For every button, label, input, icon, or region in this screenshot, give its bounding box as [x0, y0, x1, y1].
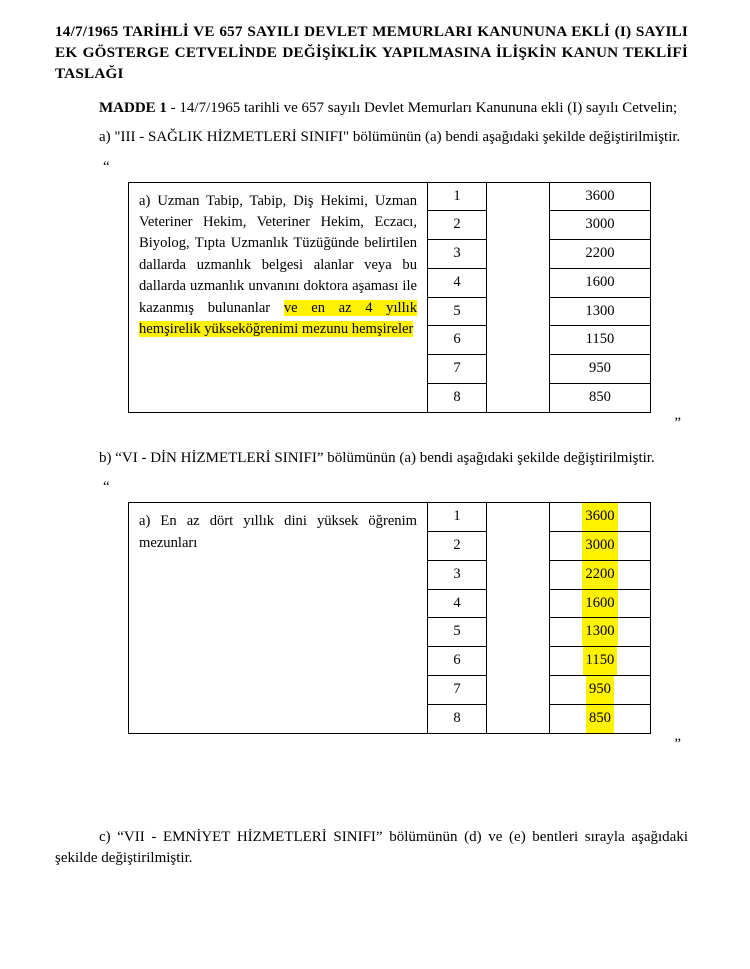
table-b-value-cell [550, 531, 651, 560]
table-a-value-cell [550, 182, 651, 211]
schedule-table-b [128, 502, 651, 733]
item-a-text: a) "III - SAĞLIK HİZMETLERİ SINIFI" bölümünün (a) bendi aşağıdaki şekilde değiştirilmiştir. [99, 129, 681, 146]
table-a-value-7: 950 [589, 360, 611, 377]
item-b-text: b) “VI - DİN HİZMETLERİ SINIFI” bölümünün (a) bendi aşağıdaki şekilde değiştirilmiştir. [99, 449, 655, 466]
table-b-value-cell [550, 560, 651, 589]
table-a-value-cell [550, 297, 651, 326]
table-a-value-cell [550, 268, 651, 297]
table-b-degree-cell [428, 675, 487, 704]
table-a-degree-cell [428, 326, 487, 355]
table-b-description-plain: a) En az dört yıllık dini yüksek öğrenim mezunları [139, 513, 417, 551]
table-b-value-row [550, 618, 650, 646]
table-b-value-2: 3000 [582, 532, 617, 560]
quote-close-b: ” [674, 735, 682, 752]
table-b-degree-cell [428, 560, 487, 589]
document-title: 14/7/1965 TARİHLİ VE 657 SAYILI DEVLET MEMURLARI KANUNUNA EKLİ (I) SAYILI EK GÖSTERGE CETVELİNDE DEĞİŞİKLİK YAPILMASINA İLİŞKİN KANUN TEKLİFİ TASLAĞI [55, 23, 688, 82]
table-a-value-cell [550, 384, 651, 413]
table-b-degree-cell [428, 531, 487, 560]
article-label: MADDE 1 [99, 99, 167, 116]
table-b-degree-cell [428, 503, 487, 532]
table-b-degree-7: 7 [453, 680, 461, 697]
table-b-degree-cell [428, 647, 487, 676]
table-b-value-row [550, 503, 650, 531]
table-a-degree-2: 2 [453, 216, 461, 233]
table-b-degree-cell [428, 589, 487, 618]
table-a-degree-3: 3 [453, 245, 461, 262]
table-b-value-8: 850 [586, 705, 614, 733]
table-a-degree-cell [428, 268, 487, 297]
table-a-degree-cell [428, 384, 487, 413]
table-a-description-cell [129, 182, 428, 412]
quote-open-a: “ [103, 158, 111, 175]
table-b-value-cell [550, 589, 651, 618]
table-a-degree-cell [428, 182, 487, 211]
table-b-empty-column [487, 503, 550, 733]
item-c-paragraph [55, 827, 688, 870]
item-c-text: c) “VII - EMNİYET HİZMETLERİ SINIFI” bölümünün (d) ve (e) bentleri sırayla aşağıdaki şekilde değiştirilmiştir. [55, 828, 688, 866]
table-a-value-cell [550, 240, 651, 269]
table-b-value-row [550, 532, 650, 560]
table-a-description-plain: a) Uzman Tabip, Tabip, Diş Hekimi, Uzman Veteriner Hekim, Veteriner Hekim, Eczacı, Biyolog, Tıpta Uzmanlık Tüzüğünde belirtilen dallarda uzmanlık belgesi alanlar veya bu dallarda uzmanlık unvanını doktora aşaması ile kazanmış bulunanlar [139, 192, 417, 316]
table-b-value-row [550, 590, 650, 618]
table-b-value-1: 3600 [582, 503, 617, 531]
table-a-degree-cell [428, 297, 487, 326]
table-a-value-cell [550, 326, 651, 355]
table-a-degree-7: 7 [453, 360, 461, 377]
table-b-value-5: 1300 [582, 618, 617, 646]
table-a-description-highlight: ve en az 4 yıllık hemşirelik yükseköğrenimi mezunu hemşireler [139, 299, 417, 338]
article-text: - 14/7/1965 tarihli ve 657 sayılı Devlet Memurları Kanununa ekli (I) sayılı Cetvelin; [166, 99, 678, 116]
spacer [55, 432, 688, 448]
table-a-value-8: 850 [589, 389, 611, 406]
table-a-degree-cell [428, 355, 487, 384]
article-1-paragraph [55, 98, 688, 119]
table-b-value-row [550, 705, 650, 733]
table-a-value-1: 3600 [585, 187, 615, 204]
table-b-degree-6: 6 [453, 652, 461, 669]
table-b-value-3: 2200 [582, 561, 617, 589]
table-b-degree-4: 4 [453, 594, 461, 611]
table-b-value-7: 950 [586, 676, 614, 704]
table-a-degree-8: 8 [453, 389, 461, 406]
table-b-degree-2: 2 [453, 536, 461, 553]
table-b-value-cell [550, 704, 651, 733]
table-b-value-row [550, 647, 650, 675]
table-a-value-cell [550, 355, 651, 384]
table-b-description-cell [129, 503, 428, 733]
table-b-value-cell [550, 618, 651, 647]
schedule-table-a [128, 182, 651, 413]
table-a-degree-1: 1 [453, 187, 461, 204]
quote-open-b: “ [103, 479, 111, 496]
quote-close-a: ” [674, 414, 682, 431]
table-b-value-6: 1150 [583, 647, 618, 675]
table-a-degree-4: 4 [453, 273, 461, 290]
table-b-value-row [550, 676, 650, 704]
table-a-degree-cell [428, 211, 487, 240]
table-b-value-cell [550, 675, 651, 704]
table-row [129, 503, 651, 532]
table-a-degree-5: 5 [453, 302, 461, 319]
table-a-empty-column [487, 182, 550, 412]
table-b-degree-8: 8 [453, 709, 461, 726]
table-b-degree-3: 3 [453, 565, 461, 582]
table-a-value-5: 1300 [585, 302, 615, 319]
table-b-degree-cell [428, 618, 487, 647]
table-a-value-6: 1150 [585, 331, 615, 348]
table-b-degree-5: 5 [453, 623, 461, 640]
table-a-value-2: 3000 [585, 216, 615, 233]
table-b-value-4: 1600 [582, 590, 617, 618]
table-a-value-3: 2200 [585, 245, 615, 262]
table-a-degree-cell [428, 240, 487, 269]
table-b-value-row [550, 561, 650, 589]
table-a-degree-6: 6 [453, 331, 461, 348]
item-a-paragraph [55, 127, 688, 148]
table-b-value-cell [550, 503, 651, 532]
item-b-paragraph [55, 448, 688, 469]
table-b-degree-1: 1 [453, 508, 461, 525]
table-b-value-cell [550, 647, 651, 676]
table-row [129, 182, 651, 211]
table-a-value-cell [550, 211, 651, 240]
table-b-degree-cell [428, 704, 487, 733]
table-a-value-4: 1600 [585, 273, 615, 290]
